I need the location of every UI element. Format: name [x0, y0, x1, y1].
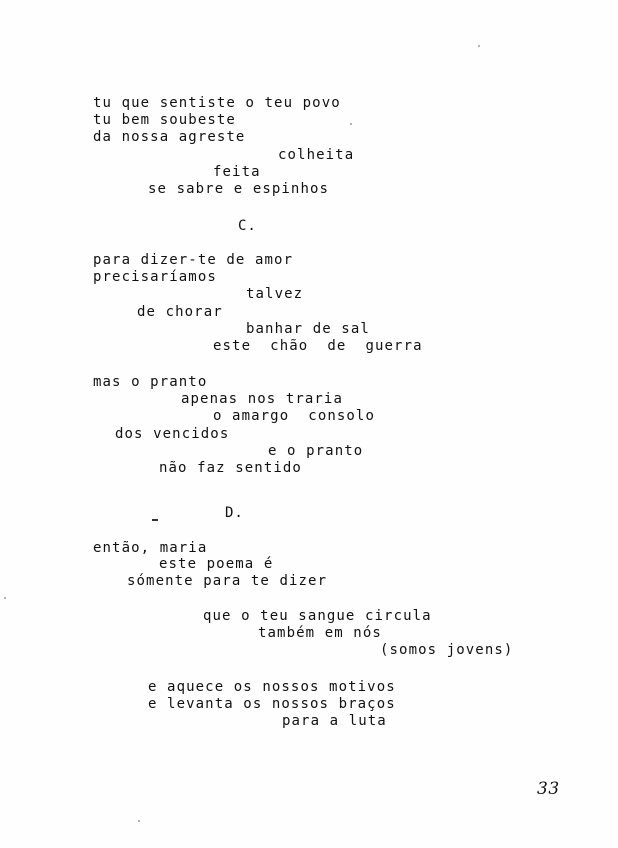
poem-line: e levanta os nossos braços: [148, 696, 396, 712]
poem-line: mas o pranto: [93, 374, 208, 390]
poem-line: (somos jovens): [380, 642, 514, 658]
ink-dash: [152, 519, 158, 521]
poem-line: para a luta: [282, 713, 387, 729]
paper-speck: [478, 45, 480, 47]
poem-line: apenas nos traria: [181, 391, 343, 407]
poem-line: então, maria: [93, 540, 208, 556]
poem-line: e o pranto: [268, 443, 364, 459]
poem-line: para dizer-te de amor: [93, 252, 294, 268]
paper-speck: [350, 123, 352, 125]
section-marker-c: C.: [238, 218, 257, 234]
poem-line: este chão de guerra: [213, 338, 423, 354]
section-marker-d: D.: [225, 505, 244, 521]
poem-line: feita: [213, 164, 261, 180]
poem-line: este poema é: [159, 556, 274, 572]
poem-line: precisaríamos: [93, 269, 217, 285]
poem-line: que o teu sangue circula: [203, 608, 432, 624]
poem-line: o amargo consolo: [213, 408, 375, 424]
poem-line: e aquece os nossos motivos: [148, 679, 396, 695]
page-number: 33: [537, 779, 560, 799]
poem-line: colheita: [278, 147, 355, 163]
poem-line: da nossa agreste: [93, 129, 246, 145]
poem-line: talvez: [246, 286, 304, 302]
poem-line: tu bem soubeste: [93, 112, 236, 128]
poem-line: dos vencidos: [115, 426, 230, 442]
poem-line: sómente para te dizer: [127, 573, 328, 589]
poem-line: não faz sentido: [159, 460, 302, 476]
poem-line: também em nós: [258, 625, 382, 641]
poem-line: tu que sentiste o teu povo: [93, 95, 341, 111]
paper-speck: [4, 597, 6, 599]
poem-line: de chorar: [137, 304, 223, 320]
paper-speck: [138, 820, 140, 822]
poem-line: banhar de sal: [246, 321, 370, 337]
poem-line: se sabre e espinhos: [148, 181, 330, 197]
